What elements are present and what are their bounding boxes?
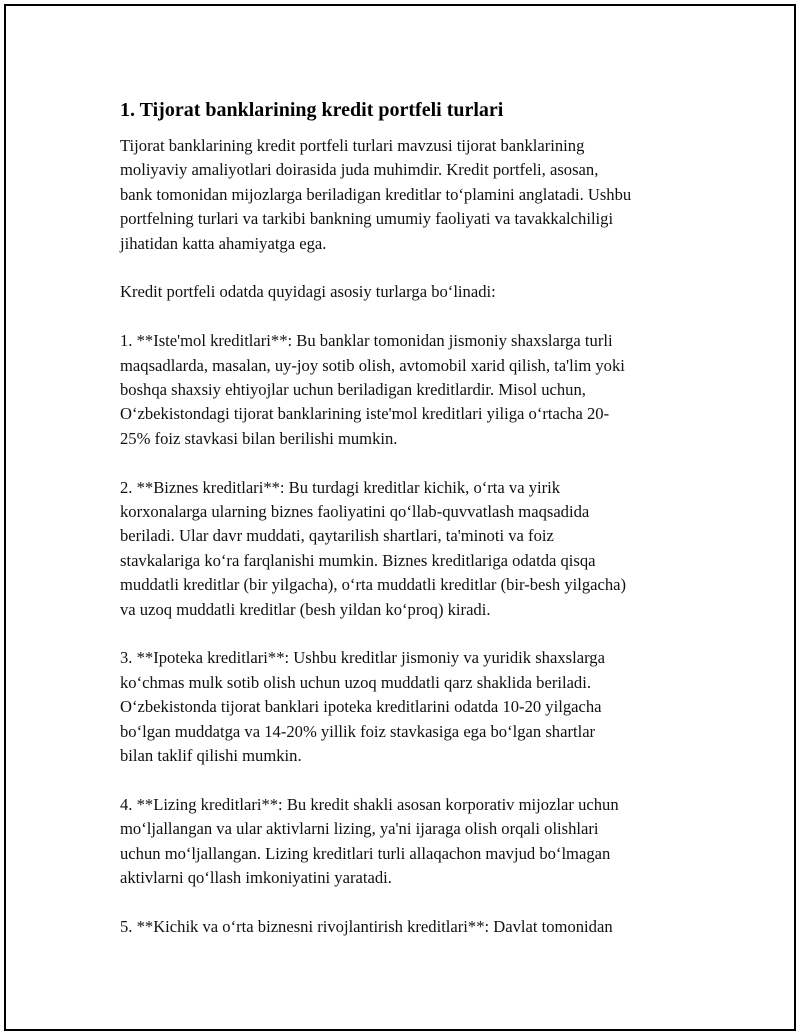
paragraph-types-intro bbox=[120, 280, 700, 304]
section-heading: 1. Tijorat banklarining kredit portfeli turlari bbox=[120, 99, 504, 121]
paragraph-leasing-loans bbox=[120, 793, 700, 891]
text-line: mo‘ljallangan va ular aktivlarni lizing, ya'ni ijaraga olish orqali olishlari bbox=[120, 819, 599, 839]
text-line: stavkalariga ko‘ra farqlanishi mumkin. Biznes kreditlariga odatda qisqa bbox=[120, 550, 596, 570]
text-line: Tijorat banklarining kredit portfeli turlari mavzusi tijorat banklarining bbox=[120, 136, 585, 155]
text-line: O‘zbekistondagi tijorat banklarining iste'mol kreditlari yiliga o‘rtacha 20- bbox=[120, 404, 610, 424]
paragraph-sme-loans bbox=[120, 915, 700, 939]
text-line: aktivlarni qo‘llash imkoniyatini yaratadi. bbox=[120, 868, 392, 888]
text-line: boshqa shaxsiy ehtiyojlar uchun beriladigan kreditlardir. Misol uchun, bbox=[120, 380, 586, 400]
text-line: portfelning turlari va tarkibi bankning umumiy faoliyati va tavakkalchiligi bbox=[120, 209, 614, 229]
paragraph-mortgage-loans bbox=[120, 646, 700, 768]
text-line: bank tomonidan mijozlarga beriladigan kreditlar to‘plamini anglatadi. Ushbu bbox=[120, 184, 632, 204]
document-page bbox=[4, 4, 796, 1031]
document-content bbox=[120, 96, 700, 964]
text-line: bilan taklif qilishi mumkin. bbox=[120, 746, 302, 766]
paragraph-business-loans bbox=[120, 476, 700, 622]
text-line: Kredit portfeli odatda quyidagi asosiy turlarga bo‘linadi: bbox=[120, 282, 496, 302]
text-line: 4. **Lizing kreditlari**: Bu kredit shakli asosan korporativ mijozlar uchun bbox=[120, 794, 619, 814]
text-line: ko‘chmas mulk sotib olish uchun uzoq muddatli qarz shaklida beriladi. bbox=[120, 672, 591, 692]
text-line: va uzoq muddatli kreditlar (besh yildan ko‘proq) kiradi. bbox=[120, 599, 491, 619]
text-line: 2. **Biznes kreditlari**: Bu turdagi kreditlar kichik, o‘rta va yirik bbox=[120, 477, 561, 497]
text-line: bo‘lgan muddatga va 14-20% yillik foiz stavkasiga ega bo‘lgan shartlar bbox=[120, 721, 596, 741]
text-line: O‘zbekistonda tijorat banklari ipoteka kreditlarini odatda 10-20 yilgacha bbox=[120, 697, 602, 717]
text-line: 5. **Kichik va o‘rta biznesni rivojlantirish kreditlari**: Davlat tomonidan bbox=[120, 916, 613, 936]
text-line: korxonalarga ularning biznes faoliyatini qo‘llab-quvvatlash maqsadida bbox=[120, 502, 590, 522]
text-line: beriladi. Ular davr muddati, qaytarilish shartlari, ta'minoti va foiz bbox=[120, 526, 554, 546]
text-line: jihatidan katta ahamiyatga ega. bbox=[120, 233, 327, 253]
text-line: 25% foiz stavkasi bilan berilishi mumkin. bbox=[120, 428, 398, 448]
text-line: 3. **Ipoteka kreditlari**: Ushbu kreditlar jismoniy va yuridik shaxslarga bbox=[120, 648, 605, 668]
text-line: maqsadlarda, masalan, uy-joy sotib olish, avtomobil xarid qilish, ta'lim yoki bbox=[120, 355, 625, 375]
paragraph-intro bbox=[120, 134, 700, 256]
text-line: moliyaviy amaliyotlari doirasida juda muhimdir. Kredit portfeli, asosan, bbox=[120, 160, 599, 180]
text-line: 1. **Iste'mol kreditlari**: Bu banklar tomonidan jismoniy shaxslarga turli bbox=[120, 331, 613, 351]
paragraph-consumer-loans bbox=[120, 329, 700, 451]
text-line: muddatli kreditlar (bir yilgacha), o‘rta muddatli kreditlar (bir-besh yilgacha) bbox=[120, 575, 627, 595]
text-line: uchun mo‘ljallangan. Lizing kreditlari turli allaqachon mavjud bo‘lmagan bbox=[120, 843, 611, 863]
